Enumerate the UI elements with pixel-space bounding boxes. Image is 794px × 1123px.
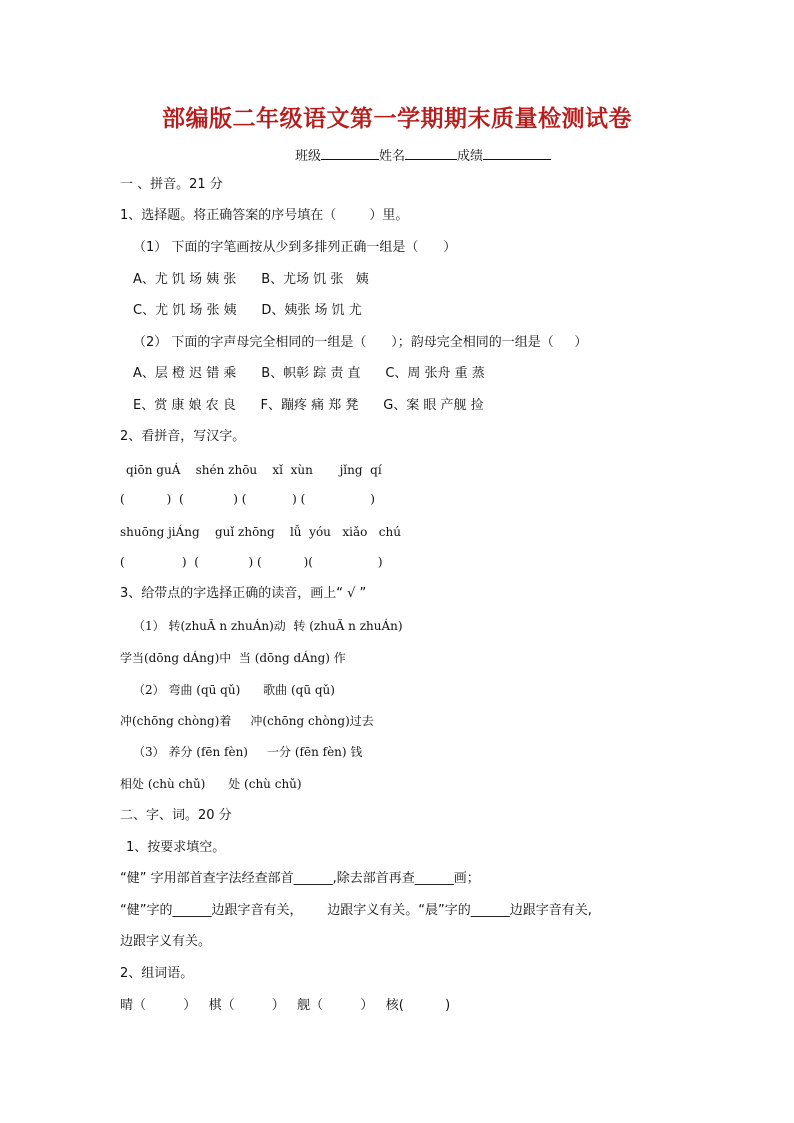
score-label: 成绩 — [457, 149, 484, 164]
q1-sub2: （2） 下面的字声母完全相同的一组是（ ）；韵母完全相同的一组是（ ） — [133, 335, 588, 350]
q3-row1[interactable]: （1） 转(zhuÃ n zhuÁn)动 转 (zhuÃ n zhuÁn) — [133, 619, 403, 633]
q2-pinyin-row1: qiōn guÁ shén zhōu xǐ xùn jǐng qí — [126, 463, 382, 477]
q1-sub2-options-abc: A、层 橙 迟 错 乘 B、帜彰 踪 责 直 C、周 张舟 重 蒸 — [133, 366, 485, 381]
q3-row5[interactable]: （3） 养分 (fēn fèn) 一分 (fēn fèn) 钱 — [133, 745, 363, 759]
q3-row3[interactable]: （2） 弯曲 (qū qǔ) 歌曲 (qū qǔ) — [133, 683, 335, 697]
score-blank[interactable] — [483, 147, 551, 160]
name-blank[interactable] — [405, 147, 457, 160]
section1-heading: 一 、拼音。21 分 — [120, 177, 223, 192]
q1-sub1: （1） 下面的字笔画按从少到多排列正确一组是（ ） — [133, 240, 457, 255]
s2-q2-row1[interactable]: 晴（ ） 棋（ ） 舰（ ） 核( ) — [120, 998, 451, 1013]
q1-sub2-options-efg: E、赏 康 娘 农 良 F、蹦疼 痛 郑 凳 G、案 眼 产舰 捡 — [133, 398, 484, 413]
q3-title: 3、给带点的字选择正确的读音，画上“ √ ” — [120, 586, 367, 601]
s2-q2-title: 2、组词语。 — [120, 966, 194, 981]
q3-row6[interactable]: 相处 (chù chǔ) 处 (chù chǔ) — [120, 777, 302, 791]
s2-q1-row3: 边跟字义有关。 — [120, 934, 212, 949]
q1-title: 1、选择题。将正确答案的序号填在（ ）里。 — [120, 208, 409, 223]
q2-pinyin-row2: shuōng jiÁng guǐ zhōng lǚ yóu xiǎo chú — [120, 525, 401, 539]
q2-answer-row2[interactable]: ( ) ( ) ( )( ) — [120, 555, 383, 569]
class-label: 班级 — [295, 149, 322, 164]
exam-title: 部编版二年级语文第一学期期末质量检测试卷 — [162, 106, 632, 132]
q1-sub1-options-cd: C、尤 饥 场 张 姨 D、姨张 场 饥 尤 — [133, 303, 362, 318]
q3-row2[interactable]: 学当(dōng dÁng)中 当 (dōng dÁng) 作 — [120, 651, 346, 665]
q2-answer-row1[interactable]: ( ) ( ) ( ) ( ) — [120, 492, 375, 506]
s2-q1-row1[interactable]: “健” 字用部首查字法经查部首______,除去部首再查______画； — [120, 871, 480, 886]
q2-title: 2、看拼音，写汉字。 — [120, 429, 246, 444]
q1-sub1-options-ab: A、尤 饥 场 姨 张 B、尤场 饥 张 姨 — [133, 272, 369, 287]
class-blank[interactable] — [321, 147, 379, 160]
s2-q1-title: 1、按要求填空。 — [126, 840, 226, 855]
name-label: 姓名 — [379, 149, 406, 164]
section2-heading: 二、字、词。20 分 — [120, 808, 232, 823]
student-info-fields — [295, 145, 551, 164]
q3-row4[interactable]: 冲(chōng chòng)着 冲(chōng chòng)过去 — [120, 714, 374, 728]
s2-q1-row2[interactable]: “健”字的______边跟字音有关， 边跟字义有关。“晨”字的______边跟字音有关, — [120, 903, 592, 918]
